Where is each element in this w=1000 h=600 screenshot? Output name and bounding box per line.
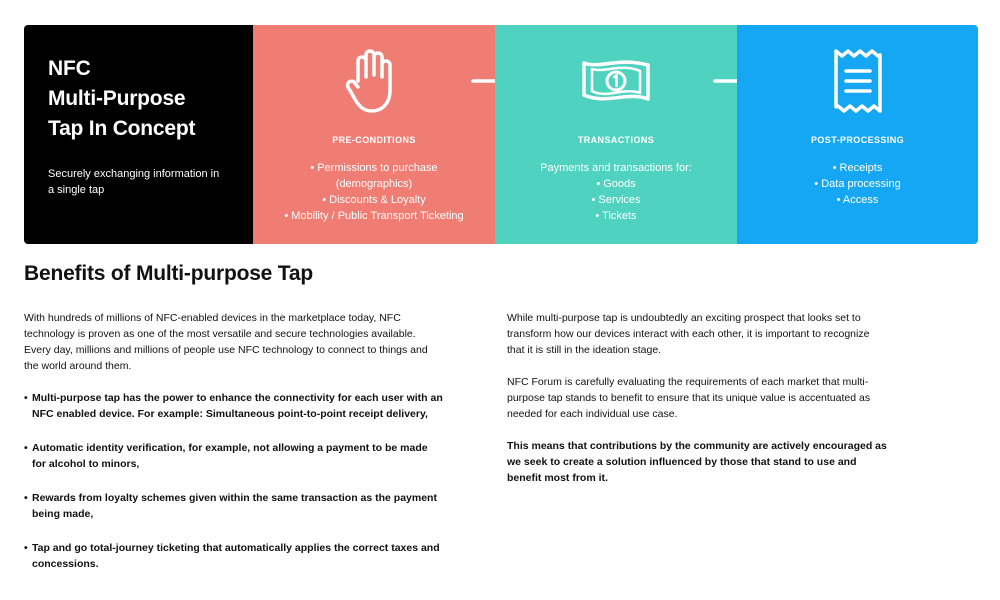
panel-title: TRANSACTIONS: [577, 135, 655, 145]
receipt-icon: [830, 47, 886, 117]
panel-list: [495, 160, 737, 224]
paragraph: NFC Forum is carefully evaluating the requirements of each market that multi-purpose tap stands to benefit to ensure that its unique value is accentuated as needed for each individual use case.: [507, 376, 871, 420]
banner-title-line: NFC: [48, 57, 91, 80]
left-column: [24, 310, 444, 590]
benefit-item: • Multi-purpose tap has the power to enhance the connectivity for each user with an NFC enabled device. For example: Simultaneous point-to-point receipt delivery,: [24, 390, 444, 422]
list-item: • Receipts: [832, 162, 883, 174]
benefits-list: [24, 390, 444, 572]
panel-title: POST-PROCESSING: [810, 135, 905, 145]
hand-icon: [342, 47, 406, 117]
pre-conditions-panel: [253, 25, 495, 244]
benefit-item: • Rewards from loyalty schemes given within the same transaction as the payment being made,: [24, 490, 444, 522]
list-item: • Access: [836, 194, 879, 206]
list-item: • Discounts & Loyalty: [322, 194, 426, 206]
list-item: • Mobility / Public Transport Ticketing: [284, 210, 464, 222]
panel-list: [253, 160, 495, 224]
transactions-panel: [495, 25, 737, 244]
section-heading: Benefits of Multi-purpose Tap: [24, 262, 313, 285]
panel-list: [737, 160, 978, 208]
panel-title: PRE-CONDITIONS: [332, 135, 416, 145]
list-item: (demographics): [335, 178, 413, 190]
list-item: • Data processing: [814, 178, 901, 190]
list-item: • Goods: [596, 178, 636, 190]
list-item: • Services: [591, 194, 641, 206]
banner-title-line: Multi-Purpose: [48, 87, 186, 110]
money-bill-icon: [578, 47, 654, 111]
benefit-item: • Automatic identity verification, for example, not allowing a payment to be made for alcohol to minors,: [24, 440, 444, 472]
intro-paragraph: With hundreds of millions of NFC-enabled devices in the marketplace today, NFC technology is proven as one of the most versatile and secure technologies available. Every day, millions and millions of people use NFC technology to connect to things and the world around them.: [24, 312, 428, 372]
list-item: • Tickets: [595, 210, 637, 222]
list-item: Payments and transactions for:: [540, 162, 692, 174]
post-processing-panel: [737, 25, 978, 244]
intro-panel: [24, 25, 253, 244]
benefit-item: • Tap and go total-journey ticketing that automatically applies the correct taxes and concessions.: [24, 540, 444, 572]
right-column: [507, 310, 887, 502]
concept-banner: [24, 25, 978, 244]
call-to-action-paragraph: This means that contributions by the community are actively encouraged as we seek to create a solution influenced by those that stand to use and benefit most from it.: [507, 440, 887, 484]
banner-title: [48, 54, 195, 144]
banner-subtitle: Securely exchanging information in a single tap: [48, 168, 220, 196]
paragraph: While multi-purpose tap is undoubtedly an exciting prospect that looks set to transform how our devices interact with each other, it is important to recognize that it is still in the ideation stage.: [507, 312, 870, 356]
banner-title-line: Tap In Concept: [48, 117, 196, 140]
list-item: • Permissions to purchase: [310, 162, 438, 174]
